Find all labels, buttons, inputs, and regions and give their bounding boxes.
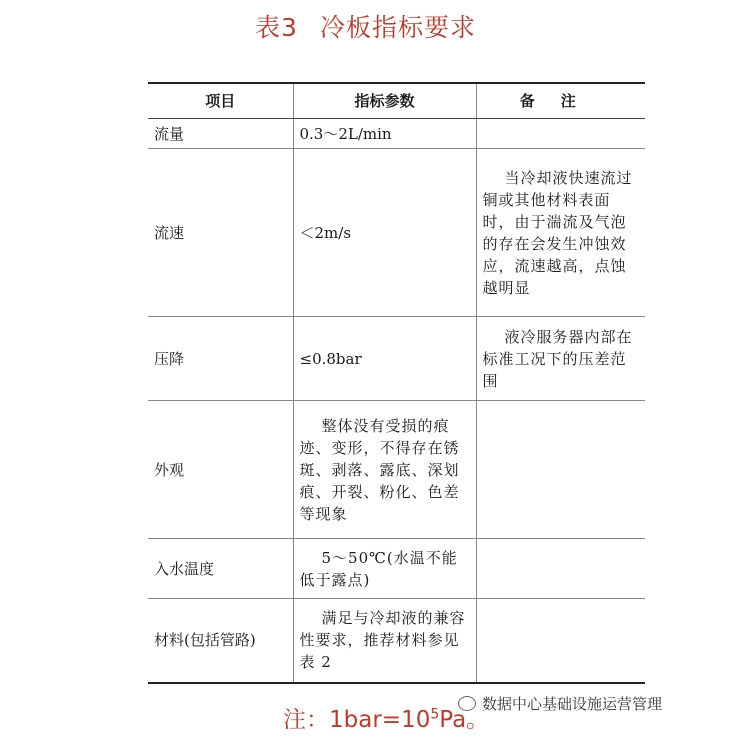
spec-table [148, 82, 645, 684]
footnote: 注：$1bar=10^5Pa$。 [283, 706, 490, 733]
row-note: 当冷却液快速流过铜或其他材料表面时，由于湍流及气泡的存在会发生冲蚀效应，流速越高，点蚀越明显 [476, 149, 645, 317]
table-row [148, 599, 645, 683]
row-param: 满足与冷却液的兼容性要求，推荐材料参见表 2 [293, 599, 476, 683]
table-title [0, 8, 731, 44]
watermark [458, 693, 662, 714]
row-param: ≤0.8bar [293, 317, 476, 401]
table-title-text: 冷板指标要求 [319, 13, 476, 42]
table-row [148, 119, 645, 149]
header-note: 备注 [476, 83, 645, 119]
table-number: 表3 [255, 13, 298, 42]
watermark-text: 数据中心基础设施运营管理 [482, 695, 663, 713]
row-item: 压降 [148, 317, 293, 401]
row-note [476, 401, 645, 539]
row-note [476, 599, 645, 683]
row-param: 整体没有受损的痕迹、变形，不得存在锈斑、剥落、露底、深划痕、开裂、粉化、色差等现象 [293, 401, 476, 539]
header-param: 指标参数 [293, 83, 476, 119]
row-param: ＜2m/s [293, 149, 476, 317]
row-item: 材料(包括管路) [148, 599, 293, 683]
header-item: 项目 [148, 83, 293, 119]
row-item: 外观 [148, 401, 293, 539]
wechat-icon [458, 696, 476, 711]
row-item: 入水温度 [148, 539, 293, 599]
table-header-row [148, 83, 645, 119]
row-note [476, 119, 645, 149]
table-row [148, 401, 645, 539]
row-param: 0.3～2L/min [293, 119, 476, 149]
table-row [148, 539, 645, 599]
row-param: 5～50℃(水温不能低于露点) [293, 539, 476, 599]
table-row [148, 317, 645, 401]
table-row [148, 149, 645, 317]
row-note [476, 539, 645, 599]
row-item: 流速 [148, 149, 293, 317]
row-note: 液冷服务器内部在标准工况下的压差范围 [476, 317, 645, 401]
row-item: 流量 [148, 119, 293, 149]
